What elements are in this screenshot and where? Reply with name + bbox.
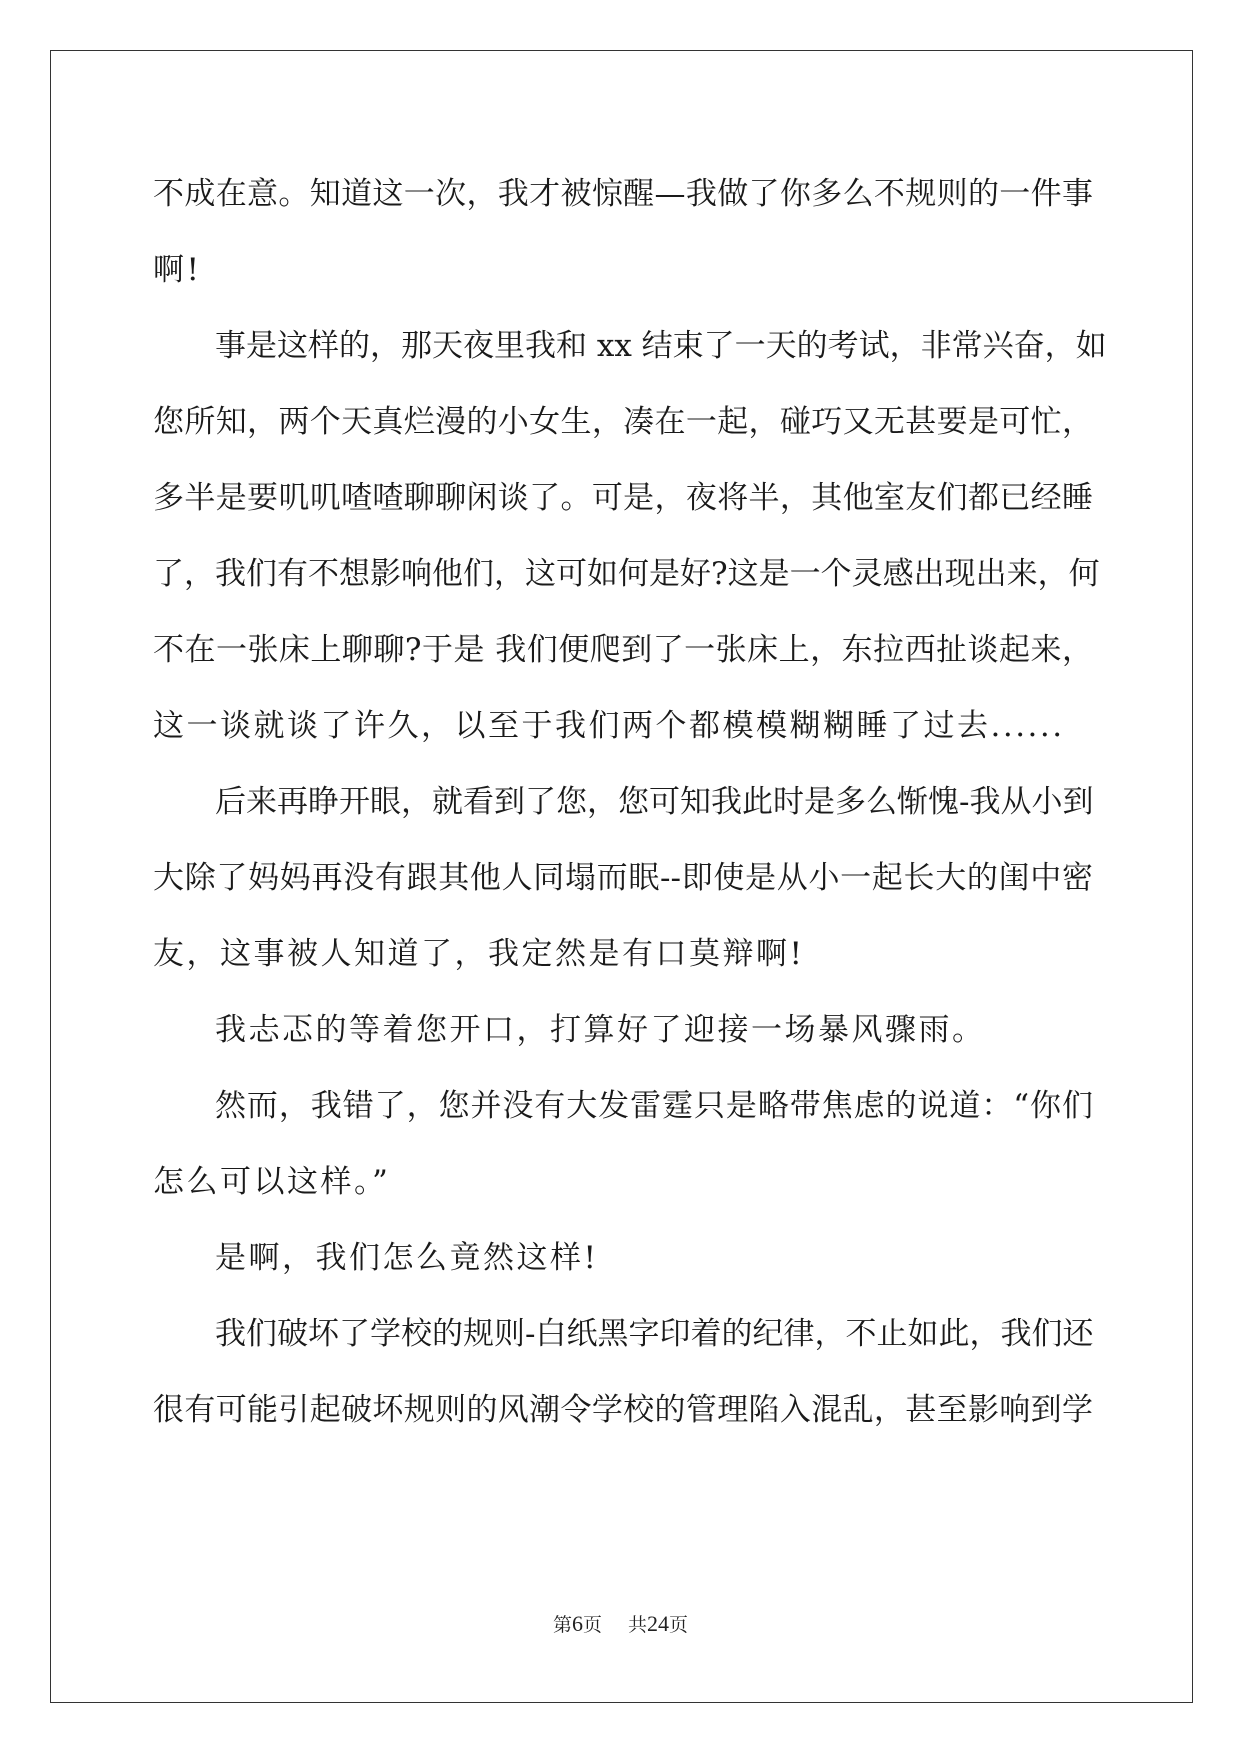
total-pages: 24 (647, 1611, 670, 1636)
text-line: 怎么可以这样。” (153, 1164, 391, 1200)
document-body (153, 156, 1107, 1448)
footer-total-prefix: 共 (628, 1614, 648, 1636)
page-footer (0, 1610, 1241, 1637)
footer-prefix: 第 (552, 1614, 572, 1636)
text-line: 不成在意。知道这一次，我才被惊醒—我做了你多么不规则的一件事 (153, 176, 1093, 212)
text-line: 您所知，两个天真烂漫的小女生，凑在一起，碰巧又无甚要是可忙， (153, 404, 1093, 440)
footer-page-suffix: 页 (582, 1614, 602, 1636)
text-line: 啊! (153, 252, 202, 288)
text-line: 我忐忑的等着您开口，打算好了迎接一场暴风骤雨。 (215, 1012, 986, 1048)
text-line: 是啊，我们怎么竟然这样! (215, 1240, 599, 1276)
text-line: 然而，我错了，您并没有大发雷霆只是略带焦虑的说道：“你们 (215, 1088, 1093, 1124)
text-line: 友，这事被人知道了，我定然是有口莫辩啊! (153, 936, 805, 972)
text-line: 我们破坏了学校的规则-白纸黑字印着的纪律，不止如此，我们还 (215, 1316, 1094, 1352)
text-line: 这一谈就谈了许久，以至于我们两个都模模糊糊睡了过去...... (153, 708, 1065, 744)
text-line: 不在一张床上聊聊?于是 我们便爬到了一张床上，东拉西扯谈起来， (153, 632, 1093, 668)
text-line: 后来再睁开眼，就看到了您，您可知我此时是多么惭愧-我从小到 (215, 784, 1094, 820)
text-line: 多半是要叽叽喳喳聊聊闲谈了。可是，夜将半，其他室友们都已经睡 (153, 480, 1093, 516)
text-line: 很有可能引起破坏规则的风潮令学校的管理陷入混乱，甚至影响到学 (153, 1392, 1093, 1428)
text-line: 了，我们有不想影响他们，这可如何是好?这是一个灵感出现出来，何 (153, 556, 1100, 592)
text-line: 大除了妈妈再没有跟其他人同塌而眠--即使是从小一起长大的闺中密 (153, 860, 1093, 896)
text-line: 事是这样的，那天夜里我和 xx 结束了一天的考试，非常兴奋，如 (215, 328, 1107, 364)
footer-total-suffix: 页 (669, 1614, 689, 1636)
page-number: 6 (571, 1611, 583, 1636)
